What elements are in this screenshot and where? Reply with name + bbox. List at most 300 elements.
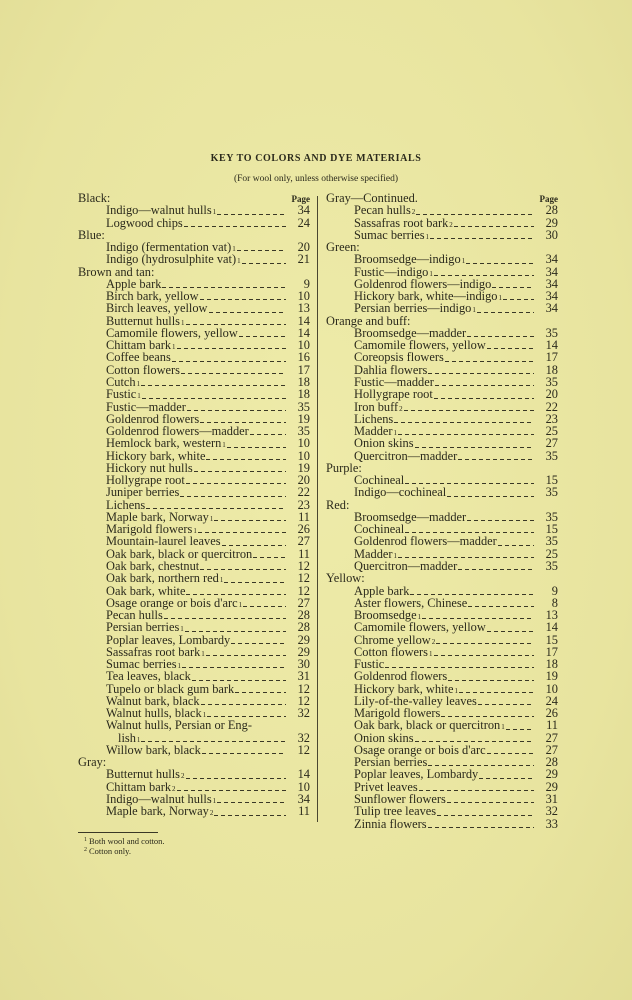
entry-name: Walnut hulls, Persian or Eng- (106, 718, 252, 733)
entry-name: Cotton flowers (354, 644, 428, 659)
entry-name: Tupelo or black gum bark (106, 681, 235, 696)
index-entry (326, 351, 558, 363)
dot-leader (487, 626, 534, 632)
entry-name: Broomsedge (354, 608, 417, 623)
index-entry (326, 388, 558, 400)
entry-page: 28 (297, 620, 310, 635)
entry-name: Maple bark, Norway (106, 804, 209, 819)
entry-name: Oak bark, white (106, 583, 186, 598)
entry-page: 27 (297, 534, 310, 549)
page-column-header: Page (539, 194, 558, 204)
dot-leader (202, 748, 286, 754)
dot-leader (141, 380, 286, 386)
dot-leader (237, 245, 286, 251)
section-heading-text: Gray: (78, 755, 107, 770)
entry-page: 14 (545, 620, 558, 635)
entry-page: 28 (297, 608, 310, 623)
index-entry: Oak bark, northern red 1 12 (106, 571, 310, 586)
index-entry: Broomsedge 1 13 (354, 608, 558, 623)
entry-page: 12 (297, 558, 310, 573)
entry-name: Sassafras root bark (106, 644, 201, 659)
index-entry: Hickory bark, white 1 10 (354, 681, 558, 696)
dot-leader (405, 478, 534, 484)
index-entry: Fustic—indigo 1 34 (354, 264, 558, 279)
entry-page: 28 (545, 755, 558, 770)
entry-name: Sunflower flowers (354, 792, 446, 807)
entry-name: Fustic—indigo (354, 264, 429, 279)
dot-leader (467, 331, 534, 337)
entry-page: 35 (545, 448, 558, 463)
entry-page: 12 (297, 681, 310, 696)
entry-page: 20 (545, 387, 558, 402)
index-entry: Indigo—walnut hulls 1 34 (106, 792, 310, 807)
dot-leader (415, 442, 534, 448)
dot-leader (194, 466, 286, 472)
index-entry (78, 670, 310, 682)
section-heading-text: Orange and buff: (326, 313, 411, 328)
dot-leader (164, 613, 286, 619)
entry-name: Madder (354, 424, 393, 439)
entry-name: Goldenrod flowers—madder (106, 424, 249, 439)
entry-name: Chrome yellow (354, 632, 431, 647)
section-heading-text: Brown and tan: (78, 264, 155, 279)
dot-leader (186, 319, 287, 325)
dot-leader (200, 417, 286, 423)
entry-page: 35 (297, 424, 310, 439)
entry-name: Sumac berries (106, 657, 177, 672)
index-entry: Maple bark, Norway 2 11 (106, 804, 310, 819)
entry-name: Fustic (106, 387, 137, 402)
index-entry (78, 744, 310, 756)
entry-name: Zinnia flowers (354, 816, 427, 831)
index-entry: Chrome yellow 2 15 (354, 632, 558, 647)
entry-name: Pecan hulls (354, 203, 411, 218)
dot-leader (250, 429, 286, 435)
dot-leader (180, 491, 286, 497)
entry-name: Iron buff (354, 399, 399, 414)
entry-page: 26 (297, 522, 310, 537)
entry-page: 26 (545, 706, 558, 721)
entry-page: 23 (297, 497, 310, 512)
entry-page: 21 (297, 252, 310, 267)
entry-page: 31 (545, 792, 558, 807)
entry-page: 29 (545, 215, 558, 230)
dot-leader (419, 785, 534, 791)
entry-name: Oak bark, black or quercitron (106, 546, 253, 561)
footnote-rule (78, 832, 158, 833)
footnote-text: Both wool and cotton. (89, 836, 165, 846)
entry-name: Onion skins (354, 436, 414, 451)
entry-name: Birch leaves, yellow (106, 301, 208, 316)
index-entry (326, 768, 558, 780)
dot-leader (385, 662, 534, 668)
entry-name: Sumac berries (354, 227, 425, 242)
dot-leader (398, 552, 534, 558)
dot-leader (142, 393, 286, 399)
index-entry: Sassafras root bark 1 29 (106, 644, 310, 659)
entry-name: Camomile flowers, yellow (106, 325, 238, 340)
entry-page: 20 (297, 473, 310, 488)
dot-leader (217, 209, 286, 215)
entry-page: 34 (545, 252, 558, 267)
entry-page: 15 (545, 522, 558, 537)
dot-leader (478, 699, 534, 705)
index-entry: Indigo (fermentation vat) 1 20 (106, 240, 310, 255)
entry-name: Persian berries (106, 620, 180, 635)
entry-name: Maple bark, Norway (106, 509, 209, 524)
dot-leader (468, 601, 534, 607)
index-entry: Marigold flowers 1 26 (106, 522, 310, 537)
entry-page: 8 (551, 595, 558, 610)
index-entry (78, 217, 310, 229)
entry-name: Cochineal (354, 522, 405, 537)
dot-leader (235, 687, 286, 693)
entry-page: 35 (545, 325, 558, 340)
footnote-mark: 2 (84, 847, 87, 853)
dot-leader (192, 675, 286, 681)
section-heading-text: Purple: (326, 460, 362, 475)
index-entry: Butternut hulls 2 14 (106, 767, 310, 782)
dot-leader (404, 405, 534, 411)
entry-page: 10 (297, 338, 310, 353)
dot-leader (214, 515, 286, 521)
index-entry (78, 486, 310, 498)
dot-leader (410, 589, 534, 595)
dot-leader (141, 736, 286, 742)
index-entry (326, 621, 558, 633)
index-entry: Persian berries 1 28 (106, 620, 310, 635)
index-entry (78, 450, 310, 462)
dot-leader (447, 797, 534, 803)
dot-leader (398, 429, 534, 435)
index-entry: Cutch 1 18 (106, 374, 310, 389)
entry-page: 25 (545, 546, 558, 561)
entry-name: Chittam bark (106, 338, 172, 353)
index-entry: Cotton flowers 1 17 (354, 644, 558, 659)
entry-name: Hollygrape root (106, 473, 185, 488)
dot-leader (445, 356, 534, 362)
index-entry (78, 351, 310, 363)
entry-name: Cotton flowers (106, 362, 180, 377)
entry-name: Hickory bark, white (354, 681, 454, 696)
entry-name: Mountain-laurel leaves (106, 534, 221, 549)
entry-name: Fustic—madder (354, 374, 434, 389)
entry-page: 23 (545, 411, 558, 426)
dot-leader (428, 760, 534, 766)
entry-page: 30 (297, 657, 310, 672)
dot-leader (186, 589, 286, 595)
dot-leader (479, 773, 534, 779)
entry-page: 22 (545, 399, 558, 414)
page-subtitle: (For wool only, unless otherwise specified) (233, 174, 399, 184)
entry-name: Poplar leaves, Lombardy (106, 632, 231, 647)
entry-page: 12 (297, 583, 310, 598)
entry-page: 34 (545, 276, 558, 291)
dot-leader (487, 748, 534, 754)
entry-page: 30 (545, 227, 558, 242)
index-entry (326, 450, 558, 462)
dot-leader (185, 626, 286, 632)
entry-name: Quercitron—madder (354, 448, 458, 463)
entry-name: Madder (354, 546, 393, 561)
entry-page: 13 (545, 608, 558, 623)
entry-name: Lily-of-the-valley leaves (354, 693, 477, 708)
entry-page: 11 (298, 804, 310, 819)
entry-name: Cutch (106, 374, 136, 389)
entry-page: 24 (545, 693, 558, 708)
entry-name: Fustic (354, 657, 385, 672)
entry-name: Indigo—walnut hulls (106, 203, 212, 218)
entry-page: 15 (545, 473, 558, 488)
dot-leader (428, 822, 534, 828)
entry-page: 14 (297, 767, 310, 782)
entry-page: 18 (297, 387, 310, 402)
entry-page: 35 (545, 509, 558, 524)
entry-name: Persian berries (354, 755, 428, 770)
index-entry (78, 302, 310, 314)
dot-leader (253, 552, 286, 558)
entry-name: Walnut bark, black (106, 693, 200, 708)
index-entry: Butternut hulls 1 14 (106, 313, 310, 328)
section-heading-text: Black: (78, 191, 111, 205)
dot-leader (405, 527, 534, 533)
footnote-2 (84, 846, 131, 856)
entry-page: 27 (545, 436, 558, 451)
column-divider (317, 196, 318, 822)
dot-leader (454, 221, 534, 227)
entry-page: 35 (545, 485, 558, 500)
dot-leader (435, 380, 534, 386)
entry-page: 32 (545, 804, 558, 819)
entry-name: Hickory nut hulls (106, 460, 193, 475)
entry-name: Hickory bark, white (106, 448, 206, 463)
entry-name: Marigold flowers (106, 522, 193, 537)
entry-page: 27 (297, 595, 310, 610)
entry-page: 18 (297, 374, 310, 389)
dot-leader (181, 368, 286, 374)
entry-name: Osage orange or bois d'arc (354, 742, 486, 757)
dot-leader (415, 736, 534, 742)
entry-name: Indigo—walnut hulls (106, 792, 212, 807)
entry-name: Indigo (fermentation vat) (106, 240, 232, 255)
dot-leader (428, 368, 534, 374)
dot-leader (206, 454, 286, 460)
dot-leader (422, 613, 534, 619)
index-entry: Osage orange or bois d'arc 1 27 (106, 595, 310, 610)
dot-leader (209, 307, 286, 313)
entry-name: Oak bark, northern red (106, 571, 219, 586)
dot-leader (172, 356, 286, 362)
index-entry: Indigo—walnut hulls 1 34 (106, 203, 310, 218)
entry-page: 13 (297, 301, 310, 316)
entry-page: 17 (545, 644, 558, 659)
entry-name: Apple bark (354, 583, 410, 598)
dot-leader (434, 393, 534, 399)
entry-page: 31 (297, 669, 310, 684)
entry-name: Lichens (354, 411, 394, 426)
dot-leader (239, 331, 286, 337)
entry-name: Butternut hulls (106, 313, 180, 328)
entry-page: 16 (297, 350, 310, 365)
entry-name: Aster flowers, Chinese (354, 595, 468, 610)
entry-page: 27 (545, 742, 558, 757)
dot-leader (186, 773, 287, 779)
section-heading (326, 572, 558, 584)
index-entry (326, 535, 558, 547)
entry-name: Apple bark (106, 276, 162, 291)
dot-leader (231, 638, 286, 644)
dot-leader (430, 233, 534, 239)
entry-page: 10 (297, 779, 310, 794)
entry-name: Cochineal (354, 473, 405, 488)
entry-page: 24 (297, 215, 310, 230)
entry-page: 10 (297, 436, 310, 451)
entry-page: 32 (297, 706, 310, 721)
entry-name: Broomsedge—madder (354, 509, 467, 524)
entry-page: 19 (297, 411, 310, 426)
left-column (78, 192, 310, 818)
dot-leader (217, 797, 286, 803)
dot-leader (187, 405, 286, 411)
entry-page: 17 (545, 350, 558, 365)
entry-name: Goldenrod flowers (106, 411, 200, 426)
section-heading-text: Red: (326, 497, 350, 512)
dot-leader (177, 785, 286, 791)
entry-page: 22 (297, 485, 310, 500)
entry-name: Fustic—madder (106, 399, 186, 414)
entry-name: Oak bark, chestnut (106, 558, 200, 573)
entry-page: 29 (545, 779, 558, 794)
dot-leader (182, 662, 286, 668)
entry-page: 9 (303, 276, 310, 291)
index-entry (78, 535, 310, 547)
dot-leader (200, 564, 286, 570)
entry-name: Onion skins (354, 730, 414, 745)
dot-leader (437, 810, 534, 816)
entry-page: 19 (297, 460, 310, 475)
dot-leader (416, 209, 534, 215)
index-entry (78, 634, 310, 646)
entry-page: 35 (545, 374, 558, 389)
entry-name: Indigo—cochineal (354, 485, 447, 500)
entry-page: 10 (297, 289, 310, 304)
section-heading-text: Blue: (78, 227, 105, 242)
entry-page: 35 (545, 558, 558, 573)
dot-leader (162, 282, 286, 288)
entry-name: Juniper berries (106, 485, 180, 500)
index-entry (326, 818, 558, 830)
entry-name: Camomile flowers, yellow (354, 338, 486, 353)
entry-page: 14 (545, 338, 558, 353)
dot-leader (466, 258, 534, 264)
entry-name: Willow bark, black (106, 742, 201, 757)
entry-name: Osage orange or bois d'arc (106, 595, 238, 610)
dot-leader (506, 724, 534, 730)
index-entry: Oak bark, black or quercitron 1 11 (354, 718, 558, 733)
entry-name: Marigold flowers (354, 706, 441, 721)
dot-leader (184, 221, 286, 227)
entry-page: 28 (545, 203, 558, 218)
index-entry: Chittam bark 1 10 (106, 338, 310, 353)
index-entry: Persian berries—indigo 1 34 (354, 301, 558, 316)
index-entry (78, 585, 310, 597)
index-entry: Hickory bark, white—indigo 1 34 (354, 289, 558, 304)
entry-name: Lichens (106, 497, 146, 512)
index-entry: Indigo (hydrosulphite vat) 1 21 (106, 252, 310, 267)
index-entry (326, 805, 558, 817)
entry-page: 35 (297, 399, 310, 414)
dot-leader (214, 810, 286, 816)
footnote-mark: 1 (84, 837, 87, 843)
dot-leader (242, 258, 286, 264)
entry-page: 34 (545, 301, 558, 316)
entry-name: Sassafras root bark (354, 215, 449, 230)
entry-page: 18 (545, 362, 558, 377)
entry-name: Chittam bark (106, 779, 172, 794)
dot-leader (222, 540, 286, 546)
entry-name: Logwood chips (106, 215, 183, 230)
entry-page: 27 (545, 730, 558, 745)
section-heading-text: Yellow: (326, 571, 365, 586)
entry-name: Hollygrape root (354, 387, 433, 402)
entry-name: Broomsedge—madder (354, 325, 467, 340)
entry-name: Broomsedge—indigo (354, 252, 461, 267)
entry-name: Dahlia flowers (354, 362, 428, 377)
index-entry: Pecan hulls 2 28 (354, 203, 558, 218)
entry-name: Coreopsis flowers (354, 350, 444, 365)
entry-page: 32 (297, 730, 310, 745)
index-entry-continued: lish 1 32 (118, 730, 310, 745)
entry-page: 10 (545, 681, 558, 696)
dot-leader (224, 577, 286, 583)
entry-name: Goldenrod flowers—indigo (354, 276, 492, 291)
index-entry: Chittam bark 2 10 (106, 779, 310, 794)
entry-page: 11 (298, 509, 310, 524)
index-entry: Sassafras root bark 2 29 (354, 215, 558, 230)
entry-name: Pecan hulls (106, 608, 163, 623)
section-heading-text: Gray—Continued. (326, 191, 418, 205)
index-entry: Fustic 1 18 (106, 387, 310, 402)
entry-name: Goldenrod flowers (354, 669, 448, 684)
entry-name: Goldenrod flowers—madder (354, 534, 497, 549)
dot-leader (448, 675, 534, 681)
section-heading-text: Green: (326, 240, 360, 255)
entry-page: 12 (297, 742, 310, 757)
footnote-1 (84, 836, 165, 846)
dot-leader (394, 417, 534, 423)
entry-page: 12 (297, 571, 310, 586)
dot-leader (177, 343, 286, 349)
entry-page: 34 (545, 289, 558, 304)
entry-name: Poplar leaves, Lombardy (354, 767, 479, 782)
entry-name: Birch bark, yellow (106, 289, 199, 304)
dot-leader (186, 478, 286, 484)
index-entry: Hemlock bark, western 1 10 (106, 436, 310, 451)
index-entry (326, 670, 558, 682)
entry-page: 33 (545, 816, 558, 831)
entry-page: 34 (297, 792, 310, 807)
entry-name: Coffee beans (106, 350, 171, 365)
index-entry: Maple bark, Norway 1 11 (106, 509, 310, 524)
index-entry: Sumac berries 1 30 (354, 227, 558, 242)
entry-page: 18 (545, 657, 558, 672)
index-entry (78, 719, 310, 731)
footnote-text: Cotton only. (89, 846, 131, 856)
dot-leader (467, 515, 534, 521)
entry-page: 29 (545, 767, 558, 782)
index-entry: Sumac berries 1 30 (106, 657, 310, 672)
entry-name: Persian berries—indigo (354, 301, 472, 316)
